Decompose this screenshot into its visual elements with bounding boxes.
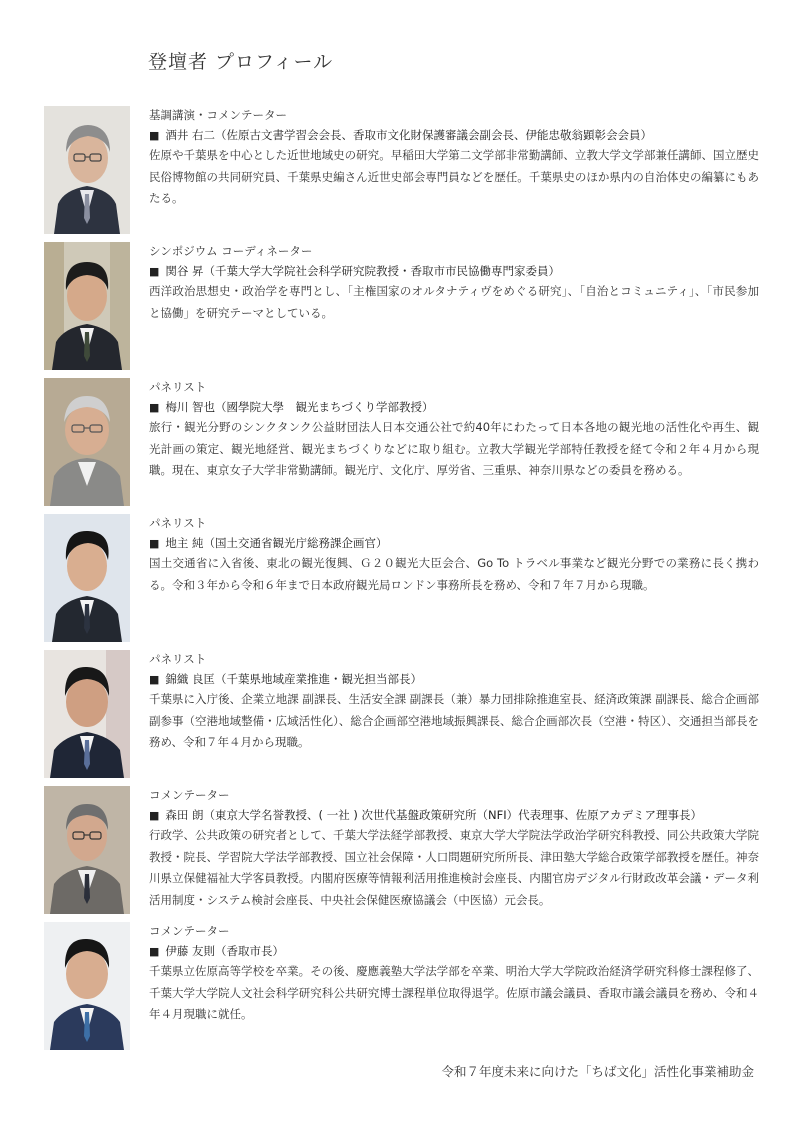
speaker-bio: 佐原や千葉県を中心とした近世地域史の研究。早稲田大学第二文学部非常勤講師、立教大学文学部兼任講師、国立歴史民俗博物館の共同研究員、千葉県史編さん近世史部会専門員などを歴任。千葉県史のほか県内の自治体史の編纂にもあたる。 — [149, 148, 759, 205]
speaker-name-line — [149, 261, 759, 281]
speaker-bio: 国土交通省に入省後、東北の観光復興、Ｇ２０観光大臣会合、Go To トラベル事業など観光分野での業務に長く携わる。令和３年から令和６年まで日本政府観光局ロンドン事務所長を務め、令和７年７月から現職。 — [149, 556, 759, 592]
person-portrait-icon — [44, 378, 130, 506]
speaker-name: 森田 朗（東京大学名誉教授、( 一社 ) 次世代基盤政策研究所（NFI）代表理事、佐原アカデミア理事長） — [165, 808, 702, 822]
square-bullet-icon: ■ — [149, 945, 160, 958]
profile-card — [44, 786, 764, 914]
person-portrait-icon — [44, 922, 130, 1050]
person-portrait-icon — [44, 242, 130, 370]
speaker-role: パネリスト — [149, 652, 207, 666]
page-title: 登壇者 プロフィール — [148, 51, 334, 73]
speaker-name-line — [149, 125, 759, 145]
speaker-bio: 旅行・観光分野のシンクタンク公益財団法人日本交通公社で約40年にわたって日本各地の観光地の活性化や再生、観光計画の策定、観光地経営、観光まちづくりなどに取り組む。立教大学観光学部特任教授を経て令和２年４月から現職。現在、東京女子大学非常勤講師。観光庁、文化庁、厚労省、三重県、神奈川県などの委員を務める。 — [149, 420, 759, 477]
speaker-photo — [44, 242, 130, 370]
speaker-name-line — [149, 533, 759, 553]
speaker-name: 錦織 良匡（千葉県地域産業推進・観光担当部長） — [165, 672, 423, 686]
speaker-photo — [44, 514, 130, 642]
speaker-name-line — [149, 397, 759, 417]
speaker-name: 梅川 智也（國學院大學 観光まちづくり学部教授） — [165, 400, 434, 414]
square-bullet-icon: ■ — [149, 537, 160, 550]
square-bullet-icon: ■ — [149, 809, 160, 822]
profile-card — [44, 106, 764, 234]
square-bullet-icon: ■ — [149, 673, 160, 686]
profile-card — [44, 378, 764, 506]
square-bullet-icon: ■ — [149, 401, 160, 414]
speaker-role: シンポジウム コーディネーター — [149, 244, 313, 258]
speaker-role: コメンテーター — [149, 924, 230, 938]
speaker-bio: 千葉県に入庁後、企業立地課 副課長、生活安全課 副課長（兼）暴力団排除推進室長、経済政策課 副課長、総合企画部副参事（空港地域整備・広域活性化）、総合企画部空港地域振興課長、総合企画部次長（空港・特区）、交通担当部長を務め、令和７年４月から現職。 — [149, 692, 759, 749]
speaker-photo — [44, 786, 130, 914]
speaker-name-line — [149, 669, 759, 689]
profile-card — [44, 922, 764, 1050]
speaker-name-line — [149, 805, 759, 825]
person-portrait-icon — [44, 514, 130, 642]
profile-card — [44, 650, 764, 778]
square-bullet-icon: ■ — [149, 129, 160, 142]
speaker-name: 酒井 右二（佐原古文書学習会会長、香取市文化財保護審議会副会長、伊能忠敬翁顕彰会会員） — [165, 128, 653, 142]
speaker-name: 伊藤 友則（香取市長） — [165, 944, 285, 958]
footer-note: 令和７年度未来に向けた「ちば文化」活性化事業補助金 — [441, 1064, 754, 1079]
speaker-photo — [44, 650, 130, 778]
speaker-bio: 行政学、公共政策の研究者として、千葉大学法経学部教授、東京大学大学院法学政治学研究科教授、同公共政策大学院教授・院長、学習院大学法学部教授、国立社会保障・人口問題研究所所長、津田塾大学総合政策学部教授を歴任。神奈川県立保健福祉大学客員教授。内閣府医療等情報利活用推進検討会座長、内閣官房デジタル行財政改革会議・データ利活用制度・システム検討会座長、中央社会保健医療協議会（中医協）元会長。 — [149, 828, 759, 907]
profile-card — [44, 514, 764, 642]
person-portrait-icon — [44, 106, 130, 234]
speaker-name-line — [149, 941, 759, 961]
speaker-role: 基調講演・コメンテーター — [149, 108, 287, 122]
speaker-name: 地主 純（国土交通省観光庁総務課企画官） — [165, 536, 388, 550]
speaker-photo — [44, 106, 130, 234]
speaker-role: パネリスト — [149, 380, 207, 394]
speaker-photo — [44, 922, 130, 1050]
speaker-role: コメンテーター — [149, 788, 230, 802]
speaker-photo — [44, 378, 130, 506]
speaker-bio: 西洋政治思想史・政治学を専門とし、「主権国家のオルタナティヴをめぐる研究」、「自治とコミュニティ」、「市民参加と協働」を研究テーマとしている。 — [149, 284, 759, 320]
square-bullet-icon: ■ — [149, 265, 160, 278]
profile-card — [44, 242, 764, 370]
person-portrait-icon — [44, 786, 130, 914]
speaker-role: パネリスト — [149, 516, 207, 530]
speaker-name: 関谷 昇（千葉大学大学院社会科学研究院教授・香取市市民協働専門家委員） — [165, 264, 561, 278]
speaker-bio: 千葉県立佐原高等学校を卒業。その後、慶應義塾大学法学部を卒業、明治大学大学院政治経済学研究科修士課程修了、千葉大学大学院人文社会科学研究科公共研究博士課程単位取得退学。佐原市議会議員、香取市議会議員を務め、令和４年４月現職に就任。 — [149, 964, 759, 1021]
person-portrait-icon — [44, 650, 130, 778]
